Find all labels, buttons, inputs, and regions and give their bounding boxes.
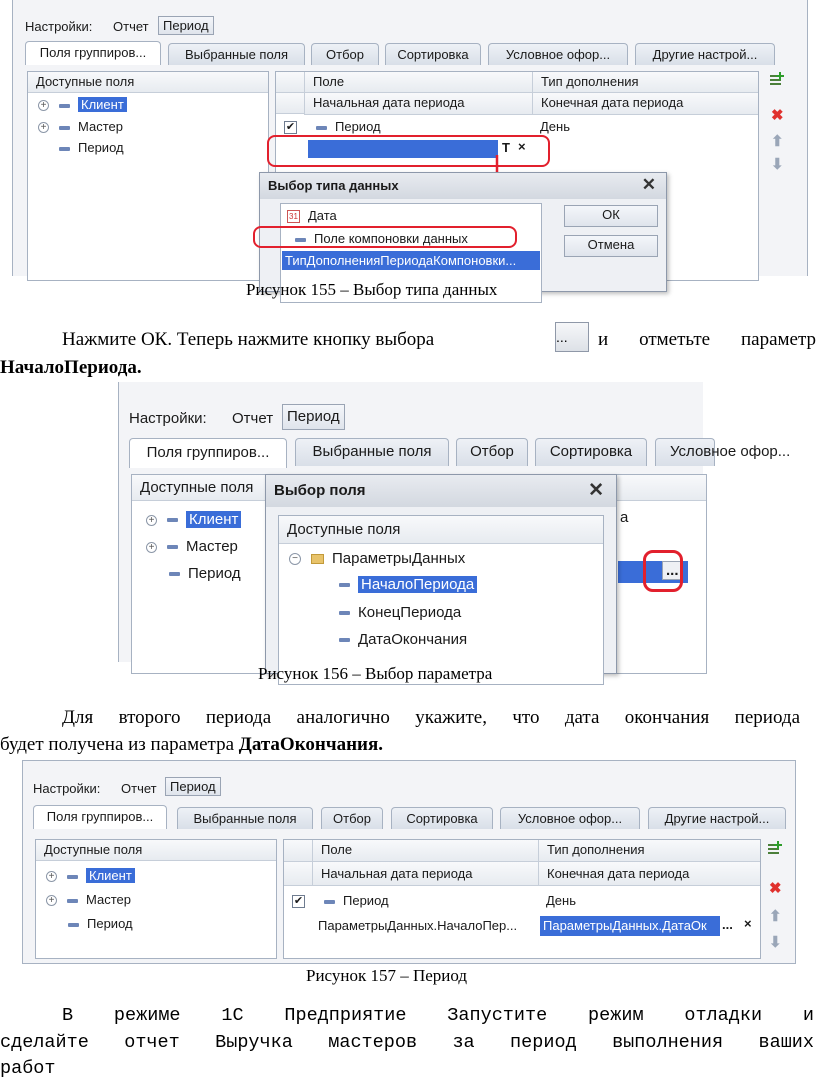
available-fields-header: Доступные поля bbox=[36, 840, 276, 861]
tab-filter[interactable]: Отбор bbox=[311, 43, 379, 65]
available-fields-header: Доступные поля bbox=[279, 516, 603, 544]
paragraph-2-line-1: Для второго периода аналогично укажите, что дата окончания периода bbox=[62, 707, 800, 728]
param-end-date[interactable]: ДатаОкончания bbox=[339, 631, 467, 648]
report-variant-label[interactable]: Отчет bbox=[232, 410, 274, 427]
expand-icon[interactable]: + bbox=[46, 871, 57, 882]
field-selection-dialog bbox=[265, 474, 617, 674]
tab-sorting[interactable]: Сортировка bbox=[535, 438, 647, 466]
available-fields-header: Доступные поля bbox=[28, 72, 268, 93]
ok-button[interactable]: ОК bbox=[564, 205, 658, 227]
type-item-date[interactable]: 31 Дата bbox=[287, 208, 337, 223]
folder-icon bbox=[311, 554, 324, 564]
period-variant-button[interactable]: Период bbox=[282, 404, 345, 430]
tab-conditional-format[interactable]: Условное офор... bbox=[655, 438, 715, 466]
toolbar-delete-icon[interactable]: ✖ bbox=[769, 880, 782, 897]
close-icon[interactable]: ✕ bbox=[641, 175, 656, 194]
tree-item-period[interactable]: Период bbox=[59, 140, 124, 155]
field-icon bbox=[68, 923, 79, 927]
toolbar-down-icon[interactable]: ⬇ bbox=[771, 156, 784, 173]
start-date-label: Начальная дата периода bbox=[304, 93, 532, 115]
param-end-period[interactable]: КонецПериода bbox=[339, 604, 461, 621]
col-addition-partial: а bbox=[620, 509, 629, 526]
period-row-day[interactable]: День bbox=[540, 119, 570, 134]
toolbar-add-icon[interactable] bbox=[767, 841, 783, 857]
start-date-label: Начальная дата периода bbox=[312, 862, 538, 886]
tab-grouping-fields[interactable]: Поля группиров... bbox=[25, 41, 161, 65]
period-row-field[interactable]: Период bbox=[316, 119, 381, 134]
toolbar-down-icon[interactable]: ⬇ bbox=[769, 934, 782, 951]
type-button[interactable]: T bbox=[502, 140, 510, 155]
tab-selected-fields[interactable]: Выбранные поля bbox=[168, 43, 305, 65]
red-highlight-select-button bbox=[643, 550, 683, 592]
red-highlight-composition-field bbox=[253, 226, 517, 248]
paragraph-3-line-3: работ bbox=[0, 1058, 56, 1079]
col-addition-header: Тип дополнения bbox=[532, 72, 758, 93]
figure-155-caption: Рисунок 155 – Выбор типа данных bbox=[246, 280, 498, 299]
close-icon[interactable]: ✕ bbox=[588, 480, 604, 501]
field-icon bbox=[339, 638, 350, 642]
field-tree bbox=[278, 515, 604, 685]
expand-icon[interactable]: + bbox=[146, 542, 157, 553]
field-icon bbox=[316, 126, 327, 130]
figure-156-screenshot bbox=[118, 382, 791, 662]
period-checkbox[interactable]: ✔ bbox=[285, 121, 296, 133]
tree-item-client[interactable]: + Клиент bbox=[146, 511, 241, 528]
tab-grouping-fields[interactable]: Поля группиров... bbox=[33, 805, 167, 829]
available-fields-panel bbox=[27, 71, 269, 281]
cell-start-parameter[interactable]: ПараметрыДанных.НачалоПер... bbox=[318, 918, 518, 933]
toolbar-up-icon[interactable]: ⬆ bbox=[771, 133, 784, 150]
col-field-header: Поле bbox=[312, 840, 538, 862]
dialog-title: Выбор поля bbox=[266, 475, 616, 507]
tree-item-master[interactable]: + Мастер bbox=[38, 119, 123, 134]
end-date-label: Конечная дата периода bbox=[532, 93, 758, 115]
select-button-inline: ... bbox=[555, 322, 589, 352]
tab-other-settings[interactable]: Другие настрой... bbox=[635, 43, 775, 65]
tab-filter[interactable]: Отбор bbox=[321, 807, 383, 829]
report-variant-label[interactable]: Отчет bbox=[121, 781, 157, 796]
field-icon bbox=[339, 583, 350, 587]
tab-filter[interactable]: Отбор bbox=[456, 438, 528, 466]
figure-156-caption: Рисунок 156 – Выбор параметра bbox=[258, 664, 493, 683]
period-row-field[interactable]: Период bbox=[324, 893, 389, 908]
paragraph-1-text-b: и отметьте параметр bbox=[598, 329, 816, 350]
tab-selected-fields[interactable]: Выбранные поля bbox=[295, 438, 449, 466]
select-button[interactable]: ... bbox=[722, 917, 733, 932]
tab-other-settings[interactable]: Другие настрой... bbox=[648, 807, 786, 829]
field-icon bbox=[324, 900, 335, 904]
settings-label: Настройки: bbox=[33, 781, 101, 796]
available-fields-panel bbox=[35, 839, 277, 959]
param-start-period[interactable]: НачалоПериода bbox=[339, 576, 477, 593]
toolbar-delete-icon[interactable]: ✖ bbox=[771, 107, 784, 124]
tab-grouping-fields[interactable]: Поля группиров... bbox=[129, 438, 287, 468]
col-field-header: Поле bbox=[304, 72, 532, 93]
figure-157-screenshot bbox=[22, 760, 796, 964]
tab-selected-fields[interactable]: Выбранные поля bbox=[177, 807, 313, 829]
field-icon bbox=[67, 899, 78, 903]
tab-conditional-format[interactable]: Условное офор... bbox=[488, 43, 628, 65]
dialog-title: Выбор типа данных bbox=[260, 173, 666, 199]
paragraph-1 bbox=[0, 326, 816, 354]
calendar-icon: 31 bbox=[287, 210, 300, 223]
field-icon bbox=[167, 518, 178, 522]
paragraph-3-line-1: В режиме 1С Предприятие Запустите режим отладки и bbox=[62, 1005, 814, 1026]
field-icon bbox=[339, 611, 350, 615]
field-icon bbox=[67, 875, 78, 879]
field-icon bbox=[59, 104, 70, 108]
report-variant-label[interactable]: Отчет bbox=[113, 19, 149, 34]
type-item-composition-field[interactable]: Поле компоновки данных bbox=[295, 231, 468, 246]
collapse-icon[interactable]: − bbox=[289, 553, 301, 565]
tree-item-client[interactable]: + Клиент bbox=[46, 868, 135, 883]
tree-item-master[interactable]: + Мастер bbox=[146, 538, 238, 555]
available-fields-header: Доступные поля bbox=[132, 475, 390, 501]
field-icon bbox=[169, 572, 180, 576]
tab-conditional-format[interactable]: Условное офор... bbox=[500, 807, 640, 829]
paragraph-3-line-2: сделайте отчет Выручка мастеров за период выполнения ваших bbox=[0, 1032, 814, 1053]
tree-item-period[interactable]: Период bbox=[68, 916, 133, 931]
tree-item-period[interactable]: Период bbox=[169, 565, 241, 582]
field-icon bbox=[167, 545, 178, 549]
period-checkbox[interactable]: ✔ bbox=[293, 895, 304, 907]
toolbar-add-icon[interactable] bbox=[769, 72, 785, 88]
cancel-button[interactable]: Отмена bbox=[564, 235, 658, 257]
grouping-fields-table bbox=[283, 839, 761, 959]
col-addition-header: Тип дополнения bbox=[538, 840, 760, 862]
period-variant-button[interactable]: Период bbox=[158, 16, 214, 35]
paragraph-1-text-a: Нажмите ОК. Теперь нажмите кнопку выбора bbox=[62, 329, 435, 350]
paragraph-1-bold: НачалоПериода. bbox=[0, 357, 142, 378]
expand-icon[interactable]: + bbox=[38, 100, 49, 111]
field-icon bbox=[59, 126, 70, 130]
end-date-label: Конечная дата периода bbox=[538, 862, 760, 886]
tab-sorting[interactable]: Сортировка bbox=[385, 43, 481, 65]
clear-button[interactable]: × bbox=[744, 916, 752, 931]
type-item-period-addition[interactable]: ТипДополненияПериодаКомпоновки... bbox=[282, 251, 540, 270]
period-row-day[interactable]: День bbox=[546, 893, 576, 908]
tree-item-master[interactable]: + Мастер bbox=[46, 892, 131, 907]
expand-icon[interactable]: + bbox=[46, 895, 57, 906]
figure-155-screenshot bbox=[12, 0, 808, 276]
toolbar-up-icon[interactable]: ⬆ bbox=[769, 908, 782, 925]
settings-label: Настройки: bbox=[129, 410, 207, 427]
cell-end-parameter[interactable]: ПараметрыДанных.ДатаОк bbox=[540, 916, 720, 936]
figure-157-caption: Рисунок 157 – Период bbox=[306, 966, 468, 985]
period-variant-button[interactable]: Период bbox=[165, 777, 221, 796]
paragraph-2-line-2: будет получена из параметра ДатаОкончания. bbox=[0, 734, 383, 755]
tree-group-data-parameters[interactable]: − ПараметрыДанных bbox=[289, 550, 465, 567]
expand-icon[interactable]: + bbox=[38, 122, 49, 133]
tab-sorting[interactable]: Сортировка bbox=[391, 807, 493, 829]
tree-item-client[interactable]: + Клиент bbox=[38, 97, 127, 112]
select-button[interactable]: ... bbox=[662, 561, 683, 580]
field-icon bbox=[59, 147, 70, 151]
clear-button[interactable]: × bbox=[518, 139, 526, 154]
settings-label: Настройки: bbox=[25, 19, 93, 34]
expand-icon[interactable]: + bbox=[146, 515, 157, 526]
